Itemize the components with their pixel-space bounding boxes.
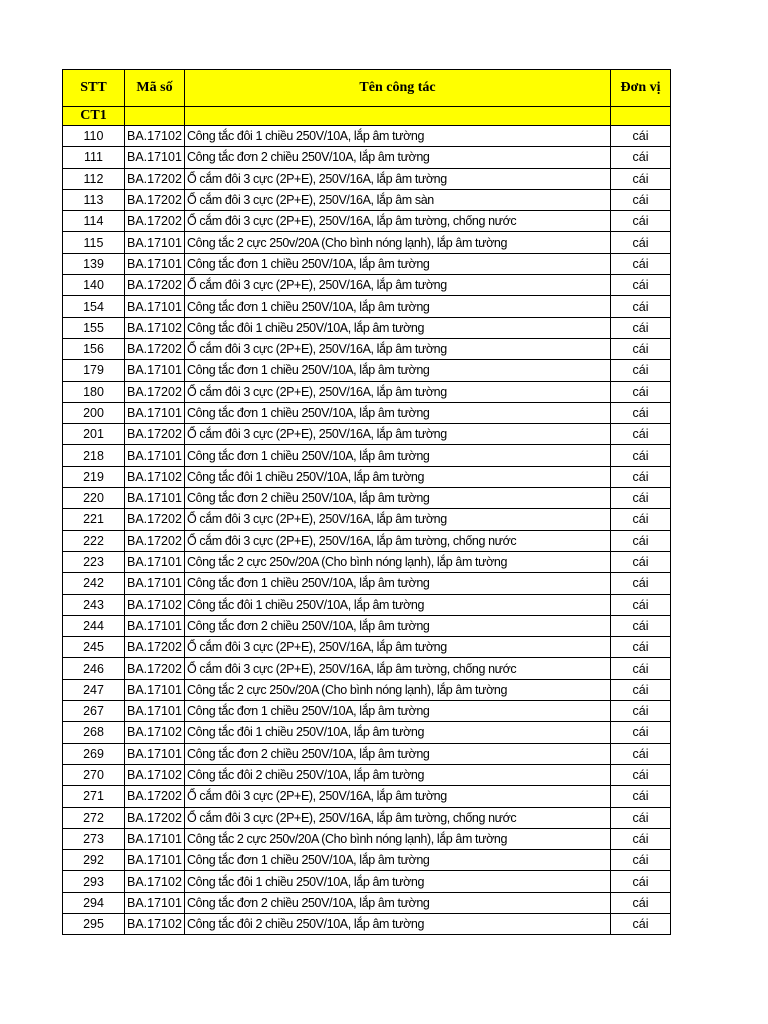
cell-code: BA.17101 xyxy=(125,828,185,849)
cell-stt: 221 xyxy=(63,509,125,530)
cell-name: Ổ cắm đôi 3 cực (2P+E), 250V/16A, lắp âm tường xyxy=(185,338,611,359)
cell-stt: 179 xyxy=(63,360,125,381)
cell-name: Công tắc đơn 1 chiều 250V/10A, lắp âm tường xyxy=(185,360,611,381)
cell-stt: 222 xyxy=(63,530,125,551)
cell-stt: 218 xyxy=(63,445,125,466)
cell-stt: 244 xyxy=(63,615,125,636)
cell-name: Công tắc đôi 1 chiều 250V/10A, lắp âm tường xyxy=(185,722,611,743)
cell-code: BA.17101 xyxy=(125,551,185,572)
cell-unit: cái xyxy=(611,701,671,722)
cell-name: Công tắc đôi 1 chiều 250V/10A, lắp âm tường xyxy=(185,317,611,338)
cell-unit: cái xyxy=(611,296,671,317)
cell-name: Công tắc đôi 2 chiều 250V/10A, lắp âm tường xyxy=(185,913,611,934)
cell-code: BA.17202 xyxy=(125,658,185,679)
table-row xyxy=(63,445,671,466)
cell-code: BA.17202 xyxy=(125,530,185,551)
cell-name: Công tắc đơn 2 chiều 250V/10A, lắp âm tường xyxy=(185,488,611,509)
table-row xyxy=(63,168,671,189)
cell-code: BA.17101 xyxy=(125,850,185,871)
cell-unit: cái xyxy=(611,892,671,913)
cell-name: Công tắc 2 cực 250v/20A (Cho bình nóng lạnh), lắp âm tường xyxy=(185,679,611,700)
cell-code: BA.17202 xyxy=(125,189,185,210)
table-row xyxy=(63,807,671,828)
cell-code: BA.17101 xyxy=(125,360,185,381)
cell-unit: cái xyxy=(611,913,671,934)
cell-stt: 243 xyxy=(63,594,125,615)
cell-code: BA.17101 xyxy=(125,743,185,764)
cell-name: Ổ cắm đôi 3 cực (2P+E), 250V/16A, lắp âm tường xyxy=(185,786,611,807)
cell-name: Công tắc đơn 2 chiều 250V/10A, lắp âm tường xyxy=(185,147,611,168)
cell-unit: cái xyxy=(611,530,671,551)
cell-name: Ổ cắm đôi 3 cực (2P+E), 250V/16A, lắp âm tường xyxy=(185,381,611,402)
section-empty-cell xyxy=(185,107,611,126)
work-items-table xyxy=(62,69,671,935)
cell-stt: 270 xyxy=(63,764,125,785)
cell-stt: 293 xyxy=(63,871,125,892)
cell-code: BA.17202 xyxy=(125,509,185,530)
table-row xyxy=(63,722,671,743)
cell-stt: 219 xyxy=(63,466,125,487)
cell-stt: 201 xyxy=(63,424,125,445)
cell-stt: 139 xyxy=(63,253,125,274)
cell-name: Công tắc đôi 1 chiều 250V/10A, lắp âm tường xyxy=(185,466,611,487)
cell-code: BA.17101 xyxy=(125,679,185,700)
table-row xyxy=(63,509,671,530)
table-row xyxy=(63,466,671,487)
cell-code: BA.17102 xyxy=(125,871,185,892)
cell-unit: cái xyxy=(611,615,671,636)
table-row xyxy=(63,338,671,359)
cell-unit: cái xyxy=(611,211,671,232)
cell-code: BA.17202 xyxy=(125,211,185,232)
cell-stt: 154 xyxy=(63,296,125,317)
cell-unit: cái xyxy=(611,338,671,359)
cell-stt: 156 xyxy=(63,338,125,359)
cell-name: Ổ cắm đôi 3 cực (2P+E), 250V/16A, lắp âm tường xyxy=(185,275,611,296)
cell-code: BA.17202 xyxy=(125,168,185,189)
table-row xyxy=(63,147,671,168)
cell-stt: 115 xyxy=(63,232,125,253)
cell-name: Công tắc đôi 2 chiều 250V/10A, lắp âm tường xyxy=(185,764,611,785)
cell-name: Công tắc 2 cực 250v/20A (Cho bình nóng lạnh), lắp âm tường xyxy=(185,551,611,572)
cell-stt: 271 xyxy=(63,786,125,807)
cell-code: BA.17202 xyxy=(125,338,185,359)
cell-unit: cái xyxy=(611,424,671,445)
cell-unit: cái xyxy=(611,275,671,296)
cell-name: Công tắc đơn 2 chiều 250V/10A, lắp âm tường xyxy=(185,743,611,764)
cell-code: BA.17202 xyxy=(125,275,185,296)
cell-name: Ổ cắm đôi 3 cực (2P+E), 250V/16A, lắp âm tường xyxy=(185,424,611,445)
cell-code: BA.17101 xyxy=(125,445,185,466)
cell-code: BA.17101 xyxy=(125,253,185,274)
cell-stt: 247 xyxy=(63,679,125,700)
table-row xyxy=(63,573,671,594)
cell-stt: 267 xyxy=(63,701,125,722)
section-label: CT1 xyxy=(63,107,125,126)
cell-name: Ổ cắm đôi 3 cực (2P+E), 250V/16A, lắp âm tường xyxy=(185,637,611,658)
cell-unit: cái xyxy=(611,573,671,594)
cell-code: BA.17202 xyxy=(125,381,185,402)
cell-stt: 269 xyxy=(63,743,125,764)
cell-name: Công tắc đơn 1 chiều 250V/10A, lắp âm tường xyxy=(185,402,611,423)
cell-unit: cái xyxy=(611,786,671,807)
cell-unit: cái xyxy=(611,381,671,402)
cell-stt: 110 xyxy=(63,126,125,147)
cell-stt: 295 xyxy=(63,913,125,934)
cell-code: BA.17202 xyxy=(125,637,185,658)
cell-unit: cái xyxy=(611,445,671,466)
cell-code: BA.17101 xyxy=(125,615,185,636)
cell-name: Công tắc 2 cực 250v/20A (Cho bình nóng lạnh), lắp âm tường xyxy=(185,232,611,253)
table-row xyxy=(63,701,671,722)
cell-code: BA.17101 xyxy=(125,573,185,594)
cell-unit: cái xyxy=(611,871,671,892)
header-row xyxy=(63,70,671,107)
cell-unit: cái xyxy=(611,232,671,253)
cell-stt: 272 xyxy=(63,807,125,828)
table-row xyxy=(63,275,671,296)
cell-stt: 246 xyxy=(63,658,125,679)
cell-unit: cái xyxy=(611,147,671,168)
cell-unit: cái xyxy=(611,807,671,828)
cell-stt: 140 xyxy=(63,275,125,296)
cell-code: BA.17101 xyxy=(125,147,185,168)
table-row xyxy=(63,850,671,871)
table-row xyxy=(63,360,671,381)
cell-name: Công tắc đơn 1 chiều 250V/10A, lắp âm tường xyxy=(185,850,611,871)
table-row xyxy=(63,253,671,274)
table-row xyxy=(63,232,671,253)
cell-code: BA.17202 xyxy=(125,786,185,807)
cell-name: Công tắc đôi 1 chiều 250V/10A, lắp âm tường xyxy=(185,594,611,615)
cell-name: Công tắc đôi 1 chiều 250V/10A, lắp âm tường xyxy=(185,126,611,147)
cell-code: BA.17102 xyxy=(125,764,185,785)
header-name: Tên công tác xyxy=(185,70,611,107)
cell-stt: 114 xyxy=(63,211,125,232)
cell-stt: 112 xyxy=(63,168,125,189)
table-row xyxy=(63,551,671,572)
cell-name: Công tắc đơn 2 chiều 250V/10A, lắp âm tường xyxy=(185,615,611,636)
cell-name: Công tắc đơn 1 chiều 250V/10A, lắp âm tường xyxy=(185,701,611,722)
table-row xyxy=(63,381,671,402)
cell-name: Công tắc đơn 1 chiều 250V/10A, lắp âm tường xyxy=(185,445,611,466)
cell-code: BA.17202 xyxy=(125,807,185,828)
section-empty-cell xyxy=(125,107,185,126)
cell-stt: 223 xyxy=(63,551,125,572)
cell-stt: 294 xyxy=(63,892,125,913)
cell-stt: 245 xyxy=(63,637,125,658)
cell-code: BA.17101 xyxy=(125,488,185,509)
cell-unit: cái xyxy=(611,488,671,509)
table-row xyxy=(63,764,671,785)
cell-unit: cái xyxy=(611,509,671,530)
cell-stt: 200 xyxy=(63,402,125,423)
cell-stt: 242 xyxy=(63,573,125,594)
cell-unit: cái xyxy=(611,637,671,658)
cell-code: BA.17102 xyxy=(125,913,185,934)
table-row xyxy=(63,615,671,636)
cell-code: BA.17102 xyxy=(125,317,185,338)
table-row xyxy=(63,488,671,509)
table-row xyxy=(63,424,671,445)
cell-unit: cái xyxy=(611,764,671,785)
cell-unit: cái xyxy=(611,317,671,338)
cell-code: BA.17102 xyxy=(125,594,185,615)
section-empty-cell xyxy=(611,107,671,126)
cell-code: BA.17102 xyxy=(125,722,185,743)
cell-unit: cái xyxy=(611,594,671,615)
cell-name: Công tắc đơn 1 chiều 250V/10A, lắp âm tường xyxy=(185,296,611,317)
table-row xyxy=(63,892,671,913)
cell-unit: cái xyxy=(611,168,671,189)
cell-name: Ổ cắm đôi 3 cực (2P+E), 250V/16A, lắp âm sàn xyxy=(185,189,611,210)
table-row xyxy=(63,530,671,551)
cell-code: BA.17101 xyxy=(125,892,185,913)
header-stt: STT xyxy=(63,70,125,107)
cell-unit: cái xyxy=(611,360,671,381)
cell-name: Công tắc đôi 1 chiều 250V/10A, lắp âm tường xyxy=(185,871,611,892)
cell-name: Công tắc đơn 1 chiều 250V/10A, lắp âm tường xyxy=(185,573,611,594)
cell-code: BA.17102 xyxy=(125,126,185,147)
cell-unit: cái xyxy=(611,743,671,764)
cell-code: BA.17101 xyxy=(125,232,185,253)
section-row xyxy=(63,107,671,126)
cell-stt: 273 xyxy=(63,828,125,849)
cell-unit: cái xyxy=(611,126,671,147)
cell-code: BA.17102 xyxy=(125,466,185,487)
cell-unit: cái xyxy=(611,658,671,679)
cell-unit: cái xyxy=(611,828,671,849)
cell-stt: 113 xyxy=(63,189,125,210)
cell-stt: 180 xyxy=(63,381,125,402)
cell-unit: cái xyxy=(611,189,671,210)
cell-name: Công tắc 2 cực 250v/20A (Cho bình nóng lạnh), lắp âm tường xyxy=(185,828,611,849)
table-row xyxy=(63,658,671,679)
cell-name: Công tắc đơn 1 chiều 250V/10A, lắp âm tường xyxy=(185,253,611,274)
cell-code: BA.17202 xyxy=(125,424,185,445)
table-row xyxy=(63,743,671,764)
header-unit: Đơn vị xyxy=(611,70,671,107)
table-row xyxy=(63,126,671,147)
table-row xyxy=(63,786,671,807)
cell-name: Ổ cắm đôi 3 cực (2P+E), 250V/16A, lắp âm tường xyxy=(185,509,611,530)
cell-stt: 220 xyxy=(63,488,125,509)
cell-name: Ổ cắm đôi 3 cực (2P+E), 250V/16A, lắp âm tường, chống nước xyxy=(185,807,611,828)
cell-name: Ổ cắm đôi 3 cực (2P+E), 250V/16A, lắp âm tường xyxy=(185,168,611,189)
table-row xyxy=(63,189,671,210)
cell-code: BA.17101 xyxy=(125,296,185,317)
cell-unit: cái xyxy=(611,850,671,871)
table-row xyxy=(63,296,671,317)
cell-name: Công tắc đơn 2 chiều 250V/10A, lắp âm tường xyxy=(185,892,611,913)
cell-stt: 155 xyxy=(63,317,125,338)
table-row xyxy=(63,594,671,615)
cell-unit: cái xyxy=(611,551,671,572)
table-row xyxy=(63,402,671,423)
table-row xyxy=(63,637,671,658)
cell-stt: 268 xyxy=(63,722,125,743)
cell-unit: cái xyxy=(611,466,671,487)
cell-name: Ổ cắm đôi 3 cực (2P+E), 250V/16A, lắp âm tường, chống nước xyxy=(185,211,611,232)
cell-name: Ổ cắm đôi 3 cực (2P+E), 250V/16A, lắp âm tường, chống nước xyxy=(185,530,611,551)
cell-code: BA.17101 xyxy=(125,402,185,423)
header-code: Mã số xyxy=(125,70,185,107)
cell-stt: 111 xyxy=(63,147,125,168)
cell-code: BA.17101 xyxy=(125,701,185,722)
table-row xyxy=(63,679,671,700)
cell-unit: cái xyxy=(611,722,671,743)
cell-name: Ổ cắm đôi 3 cực (2P+E), 250V/16A, lắp âm tường, chống nước xyxy=(185,658,611,679)
cell-unit: cái xyxy=(611,402,671,423)
cell-unit: cái xyxy=(611,253,671,274)
table-row xyxy=(63,317,671,338)
table-row xyxy=(63,871,671,892)
table-row xyxy=(63,828,671,849)
table-row xyxy=(63,211,671,232)
table-row xyxy=(63,913,671,934)
cell-stt: 292 xyxy=(63,850,125,871)
cell-unit: cái xyxy=(611,679,671,700)
